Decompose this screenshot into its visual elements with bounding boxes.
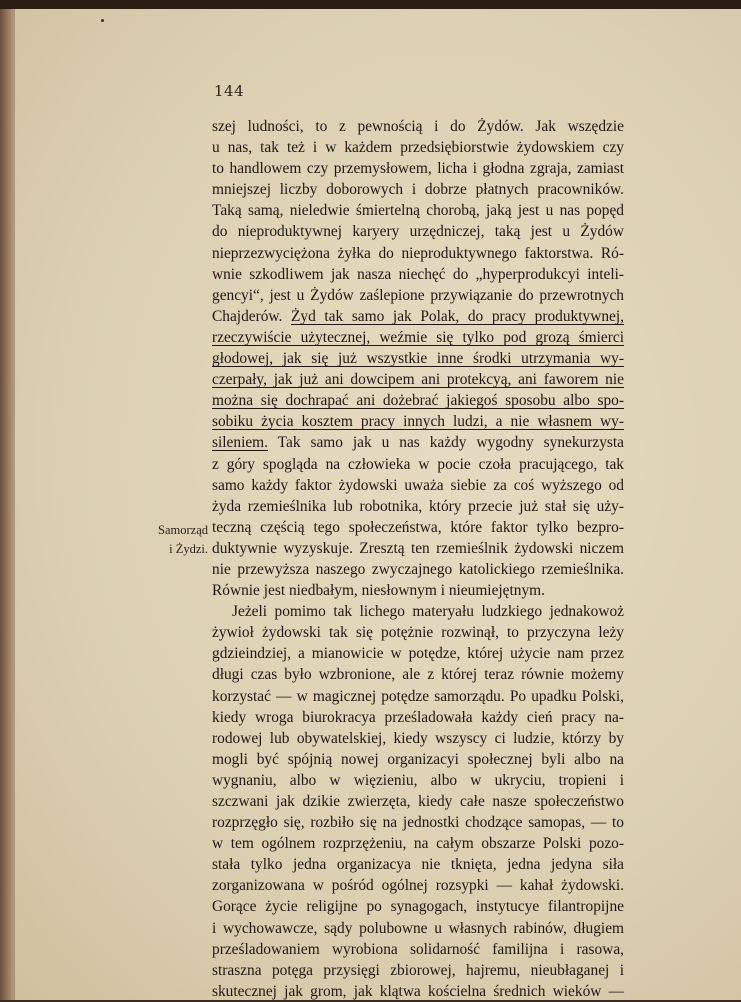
text-line xyxy=(212,116,624,137)
underlined-text-run: można się dochrapać ani dożebrać jakiegoś sposobu albo spo- xyxy=(212,392,624,410)
text-run: długi czas było wzbronione, ale z której teraz równie możemy xyxy=(212,666,624,684)
text-run: Tak samo jak u nas każdy wygodny synekurzysta xyxy=(268,434,624,452)
text-run: szej ludności, to z pewnością i do Żydów. Jak wszędzie xyxy=(212,118,624,135)
text-line xyxy=(212,707,624,728)
text-line xyxy=(212,243,624,264)
gutter-line xyxy=(14,9,15,1000)
text-line xyxy=(212,664,624,685)
text-run: prześladowaniem wyrobiona solidarność familijna i rasowa, xyxy=(212,940,624,958)
text-run: korzystać — w magicznej potędze samorządu. Po upadku Polski, xyxy=(212,687,624,705)
text-run: Chajderów. xyxy=(212,307,291,325)
text-run: gdzieindziej, a mianowicie w potędze, której użycie nam przez xyxy=(212,645,624,663)
text-line xyxy=(212,896,624,917)
book-spine-shadow xyxy=(0,9,14,1000)
margin-note-line-1: Samorząd xyxy=(158,523,208,537)
text-line xyxy=(212,348,624,369)
text-line xyxy=(212,179,624,200)
text-run: żyda rzemieślnika lub robotnika, który przecie już stał się uży- xyxy=(212,497,624,515)
text-line xyxy=(212,981,624,1002)
text-line xyxy=(212,221,624,242)
text-run: u nas, tak też i w każdem przedsiębiorstwie żydowskiem czy xyxy=(212,139,624,157)
text-line xyxy=(212,622,624,643)
text-run: teczną częścią tego społeczeństwa, które faktor tylko bezpro- xyxy=(212,518,624,536)
text-run: żywioł żydowski tak się potężnie rozwinął, to przyczyna leży xyxy=(212,624,624,642)
text-run: mogli być spójnią nowej organizacyi społecznej byli albo na xyxy=(212,750,624,768)
text-line xyxy=(212,559,624,580)
page-top-edge xyxy=(0,0,741,9)
text-run: samo każdy faktor żydowski uważa siebie za coś wyższego od xyxy=(212,476,624,494)
text-line xyxy=(212,791,624,812)
text-run: skutecznej jak grom, jak klątwa kościelna średnich wieków — xyxy=(212,982,624,1000)
text-line xyxy=(212,686,624,707)
text-line xyxy=(212,812,624,833)
text-line xyxy=(212,728,624,749)
underlined-text-run: sobiku życia kosztem pracy innych ludzi, a nie własnem wy- xyxy=(212,413,624,431)
text-run: rodowej lub obywatelskiej, kiedy wszyscy ci ludzie, którzy by xyxy=(212,729,624,747)
text-line xyxy=(212,580,624,601)
paper-speck xyxy=(101,19,104,22)
text-run: stała tylko jedna organizacya nie tknięta, jedna jedyna siła xyxy=(212,856,624,874)
text-line xyxy=(212,137,624,158)
text-line xyxy=(212,833,624,854)
page-number: 144 xyxy=(214,82,245,100)
underlined-text-run: rzeczywiście użytecznej, weźmie się tylko pod grozą śmierci xyxy=(212,328,624,346)
text-line xyxy=(212,432,624,453)
text-line xyxy=(212,939,624,960)
text-line xyxy=(212,875,624,896)
text-run: Gorące życie religijne po synagogach, instytucye filantropijne xyxy=(212,898,624,916)
text-run: duktywnie wyzyskuje. Zresztą ten rzemieślnik żydowski niczem xyxy=(212,539,624,557)
underlined-text-run: głodowej, jak się już wszystkie inne środki utrzymania wy- xyxy=(212,350,624,368)
text-run: z góry spogląda na człowieka w pocie czoła pracującego, tak xyxy=(212,455,624,473)
text-run: do nieproduktywnej karyery urzędniczej, taką jest u Żydów xyxy=(212,223,624,241)
text-run: w tem ogólnem rozprzężeniu, na całym obszarze Polski pozo- xyxy=(212,835,624,853)
text-run: nie przewyższa naszego zwyczajnego katolickiego rzemieślnika. xyxy=(212,560,624,578)
underlined-text-run: sileniem. xyxy=(212,434,268,452)
text-run: wnie szkodliwem jak nasza niechęć do „hyperprodukcyi inteli- xyxy=(212,265,624,283)
text-line xyxy=(212,390,624,411)
text-run: szczwani jak dzikie zwierzęta, kiedy całe nasze społeczeństwo xyxy=(212,793,624,810)
text-run: i wychowawcze, sądy polubowne u własnych rabinów, długiem xyxy=(212,919,624,937)
text-line xyxy=(212,960,624,981)
text-line xyxy=(212,264,624,285)
text-run: Równie jest niedbałym, niesłownym i nieumiejętnym. xyxy=(212,582,545,600)
text-run: Taką samą, nieledwie śmiertelną chorobą, jaką jest u nas popęd xyxy=(212,202,624,220)
text-run: zorganizowana w pośród ogólnej rozsypki — kahał żydowski. xyxy=(212,877,624,895)
text-line xyxy=(212,538,624,559)
text-line xyxy=(212,411,624,432)
text-line xyxy=(212,158,624,179)
text-run: straszna potęga przysięgi zbiorowej, hajremu, nieubłaganej i xyxy=(212,961,624,979)
text-line xyxy=(212,475,624,496)
text-line xyxy=(212,285,624,306)
margin-note xyxy=(138,521,208,559)
underlined-text-run: czerpały, jak już ani dowcipem ani protekcyą, ani faworem nie xyxy=(212,371,624,389)
text-run: mniejszej liczby doborowych i dobrze płatnych pracowników. xyxy=(212,181,624,199)
text-line xyxy=(212,327,624,348)
text-line xyxy=(212,854,624,875)
text-run: Jeżeli pomimo tak lichego materyału ludzkiego jednakowoż xyxy=(232,603,624,621)
text-line xyxy=(212,496,624,517)
text-run: to handlowem czy przemysłowem, licha i głodna zgraja, zamiast xyxy=(212,160,624,178)
text-line xyxy=(212,749,624,770)
text-run: nieprzezwyciężona żyłka do nieproduktywnego faktorstwa. Ró- xyxy=(212,244,624,262)
text-line xyxy=(212,369,624,390)
text-line xyxy=(212,643,624,664)
text-line xyxy=(212,306,624,327)
text-line xyxy=(212,517,624,538)
text-run: kiedy wroga biurokracya prześladowała każdy cień pracy na- xyxy=(212,708,624,726)
margin-note-line-2: i Żydzi. xyxy=(169,542,208,556)
text-line xyxy=(212,454,624,475)
text-run: gencyi“, jest u Żydów zaślepione przywiązanie do przewrotnych xyxy=(212,286,624,304)
text-run: wygnaniu, albo w więzieniu, albo w ukryciu, tropieni i xyxy=(212,771,624,789)
text-line xyxy=(212,601,624,622)
text-line xyxy=(212,918,624,939)
underlined-text-run: Żyd tak samo jak Polak, do pracy produktywnej, xyxy=(291,307,624,325)
text-run: rozprzęgło się, rozbiło się na jednostki chodzące samopas, — to xyxy=(212,814,624,832)
text-line xyxy=(212,770,624,791)
body-text xyxy=(212,116,624,1002)
text-line xyxy=(212,200,624,221)
